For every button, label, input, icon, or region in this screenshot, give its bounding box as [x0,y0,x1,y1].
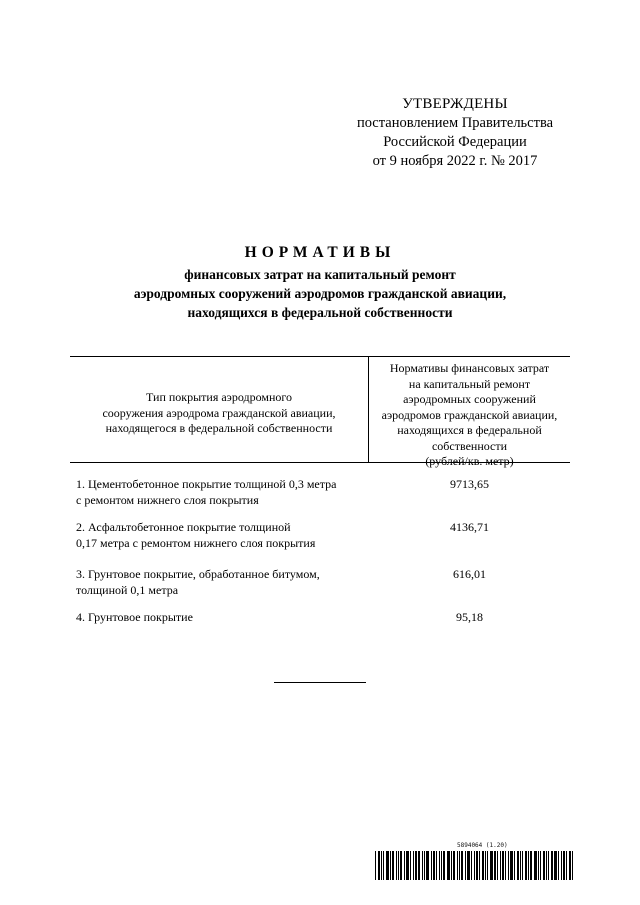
row-name-line: толщиной 0,1 метра [76,583,179,597]
barcode-bar [514,851,515,880]
subtitle-line-3: находящихся в федеральной собственности [187,305,453,320]
barcode-bar [558,851,559,880]
barcode-bar [548,851,549,880]
document-title: НОРМАТИВЫ [244,244,396,261]
header-right-line: собственности [431,438,508,453]
barcode-bar [398,851,399,880]
barcode-bar [517,851,519,880]
approval-line-3: от 9 ноября 2022 г. № 2017 [372,153,538,169]
subtitle-line-2: аэродромных сооружений аэродромов гражданской авиации, [133,286,507,301]
barcode-bar [474,851,475,880]
barcode-bar [482,851,484,880]
barcode-bar [451,851,452,880]
barcode-bar [540,851,541,880]
barcode-bar [569,851,571,880]
header-right-line: на капитальный ремонт [408,376,531,391]
barcode-bar [404,851,405,880]
barcode-bar [546,851,547,880]
barcode-bar [381,851,382,880]
barcode-bar [561,851,562,880]
header-right-line: аэродромных сооружений [403,392,536,406]
approval-title: УТВЕРЖДЕНЫ [402,96,508,112]
barcode-bar [566,851,567,880]
header-norms [369,361,570,470]
barcode-bar [508,851,509,880]
header-right-line: Нормативы финансовых затрат [389,361,550,375]
barcode-bar [490,851,493,880]
barcode-bar [410,851,411,880]
barcode-bar [413,851,414,880]
header-right-line: аэродромов гражданской авиации, [381,407,558,422]
barcode-bar [502,851,504,880]
barcode-bar [441,851,442,880]
barcode-bar [424,851,425,880]
barcode-bar [392,851,394,880]
barcode-bar [525,851,527,880]
barcode-bar [433,851,435,880]
row-coating-name [76,566,366,598]
barcode-bar [426,851,429,880]
barcode-bar [479,851,480,880]
barcode-block [375,842,575,880]
row-name-line: 1. Цементобетонное покрытие толщиной 0,3 метра [76,477,337,491]
barcode-bar [497,851,498,880]
barcode-bar [485,851,486,880]
row-name-line: 0,17 метра с ремонтом нижнего слоя покрытия [76,536,316,550]
barcode-bar [530,851,532,880]
barcode-bar [383,851,384,880]
barcode-bar [406,851,409,880]
row-value: 9713,65 [450,477,489,491]
row-value: 616,01 [453,567,486,581]
barcode-bar [443,851,445,880]
barcode-bar [439,851,440,880]
barcode-bar [457,851,458,880]
barcode-bar [522,851,523,880]
barcode-bar [422,851,423,880]
barcode-bar [551,851,553,880]
barcode-bar [505,851,506,880]
approval-line-2: Российской Федерации [383,134,527,150]
barcode-bar [538,851,539,880]
barcode-bar [396,851,397,880]
row-coating-name [76,519,366,551]
barcode-bar [461,851,463,880]
barcode-bar [487,851,488,880]
barcode-number: 5894064 (1.20) [457,842,508,849]
barcode-bar [528,851,529,880]
barcode-bar [459,851,460,880]
barcode-bar [554,851,557,880]
row-value: 4136,71 [450,520,489,534]
barcode-bar [520,851,521,880]
norms-table [70,356,570,624]
row-name-line: с ремонтом нижнего слоя покрытия [76,493,259,507]
barcode-bar [471,851,472,880]
barcode-bar [543,851,545,880]
barcode-bar [510,851,513,880]
barcode-bar [400,851,402,880]
barcode-bar [572,851,573,880]
barcode-bar [476,851,478,880]
header-right-line: находящихся в федеральной [397,423,542,437]
header-right-line: (рублей/кв. метр) [425,454,514,468]
closing-rule [274,682,366,683]
barcode-bar [375,851,376,880]
barcode-bar [494,851,496,880]
barcode-bar [390,851,391,880]
barcode-image [375,851,575,880]
barcode-bar [378,851,380,880]
row-name-line: 2. Асфальтобетонное покрытие толщиной [76,520,291,534]
barcode-bar [563,851,565,880]
row-value: 95,18 [456,610,483,624]
barcode-bar [453,851,455,880]
subtitle-line-1: финансовых затрат на капитальный ремонт [184,267,456,282]
header-left-line: сооружения аэродрома гражданской авиации, [102,405,336,420]
header-left-line: находящегося в федеральной собственности [105,421,333,435]
header-left-line: Тип покрытия аэродромного [145,390,293,404]
barcode-bar [436,851,437,880]
barcode-bar [431,851,432,880]
header-coating-type [70,390,368,437]
table-header [70,356,570,468]
barcode-bar [467,851,470,880]
barcode-bar [500,851,501,880]
row-coating-name [76,609,366,625]
row-name-line: 4. Грунтовое покрытие [76,610,193,624]
barcode-bar [386,851,389,880]
row-name-line: 3. Грунтовое покрытие, обработанное битумом, [76,567,320,581]
row-coating-name [76,476,366,508]
approval-block [340,95,570,171]
approval-line-1: постановлением Правительства [356,115,554,131]
barcode-bar [534,851,537,880]
barcode-bar [418,851,420,880]
document-subtitle [60,265,580,322]
barcode-bar [447,851,450,880]
barcode-bar [415,851,417,880]
barcode-bar [465,851,466,880]
